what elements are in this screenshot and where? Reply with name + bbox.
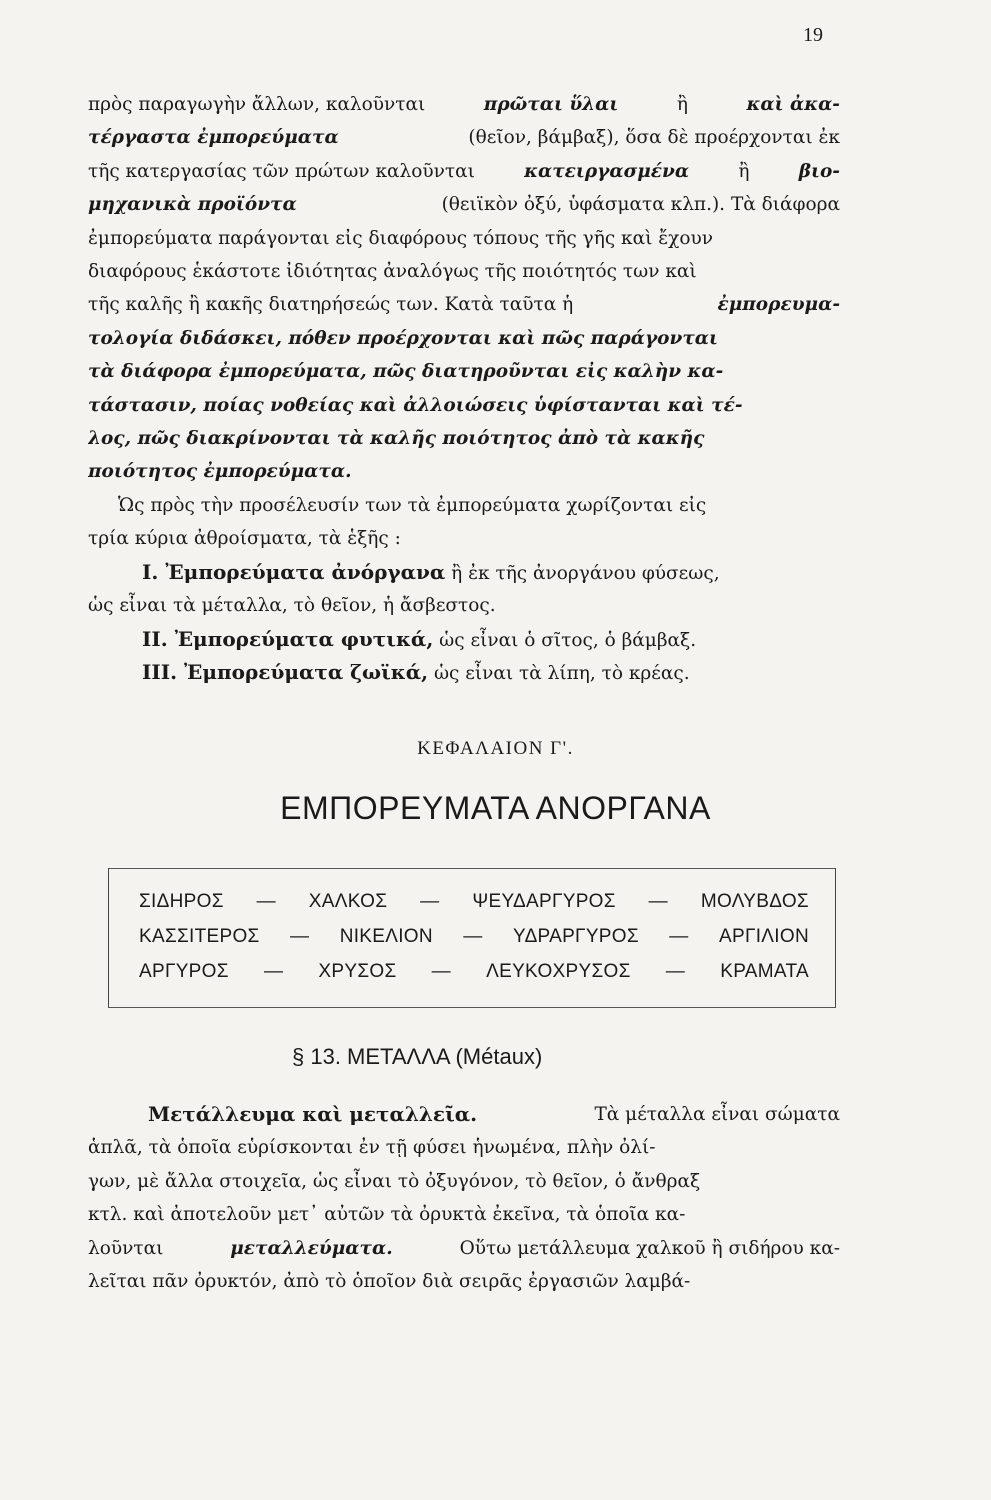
category-name: Ἐμπορεύματα φυτικά, (174, 626, 434, 651)
text-run: πρὸς παραγωγὴν ἄλλων, καλοῦνται (88, 94, 426, 115)
dash-separator: — (648, 891, 668, 912)
text-line (88, 489, 840, 522)
dash-separator: — (420, 891, 440, 912)
category-description: ὡς εἶναι τὰ λίπη, τὸ κρέας. (428, 663, 690, 685)
text-run: διαφόρους ἑκάστοτε ἰδιότητας ἀναλόγως τῆς ποιότητός των καὶ (88, 260, 697, 282)
text-line (88, 288, 840, 321)
text-line (88, 255, 840, 288)
text-line (88, 422, 840, 455)
metal-name: ΜΟΛΥΒΔΟΣ (700, 891, 809, 912)
category-item (88, 623, 840, 656)
category-numeral: III. (142, 660, 178, 685)
category-name: Ἐμπορεύματα ἀνόργανα (165, 560, 446, 584)
emphasis: βιο- (798, 160, 840, 182)
text-run: γων, μὲ ἄλλα στοιχεῖα, ὡς εἶναι τὸ ὀξυγόνον, τὸ θεῖον, ὁ ἄνθραξ (88, 1170, 701, 1192)
category-description: ὡς εἶναι ὁ σῖτος, ὁ βάμβαξ. (433, 629, 697, 651)
text-run: Ὡς πρὸς τὴν προσέλευσίν των τὰ ἐμπορεύματα χωρίζονται εἰς (118, 495, 707, 516)
paragraph-metals (88, 1098, 840, 1298)
metal-list-box (108, 868, 836, 1008)
text-line (88, 188, 840, 221)
emphasis: μηχανικὰ προϊόντα (88, 194, 297, 216)
text-line (88, 322, 840, 355)
text-line (88, 1165, 840, 1198)
chapter-label: ΚΕΦΑΛΑΙΟΝ Γ'. (417, 738, 574, 759)
text-line (88, 1232, 840, 1265)
emphasis: ἐμπορευμα- (717, 294, 840, 316)
text-run: ἁπλᾶ, τὰ ὁποῖα εὑρίσκονται ἐν τῇ φύσει ἡνωμένα, πλὴν ὀλί- (88, 1137, 656, 1159)
category-continuation (88, 589, 840, 622)
paragraph-lead-heading: Μετάλλευμα καὶ μεταλλεῖα. (148, 1102, 478, 1126)
metal-name: ΥΔΡΑΡΓΥΡΟΣ (513, 926, 639, 947)
text-line (88, 389, 840, 422)
metal-name: ΑΡΓΥΡΟΣ (139, 961, 229, 982)
metal-name: ΑΡΓΙΛΙΟΝ (719, 926, 809, 947)
page-number: 19 (803, 24, 823, 46)
text-run: ἐμπορεύματα παράγονται εἰς διαφόρους τόπους τῆς γῆς καὶ ἔχουν (88, 227, 714, 249)
text-line (88, 1265, 840, 1298)
metal-name: ΨΕΥΔΑΡΓΥΡΟΣ (472, 891, 616, 912)
emphasis: ποιότητος ἐμπορεύματα. (88, 461, 352, 483)
dash-separator: — (431, 961, 451, 982)
text-line (88, 121, 840, 154)
emphasis: μεταλλεύματα. (230, 1237, 393, 1259)
metal-name: ΧΡΥΣΟΣ (318, 961, 397, 982)
text-run: (θεῖον, βάμβαξ), ὅσα δὲ προέρχονται ἐκ (468, 127, 840, 149)
dash-separator: — (289, 926, 310, 947)
emphasis: καὶ ἀκα- (746, 94, 840, 115)
text-run: ὡς εἶναι τὰ μέταλλα, τὸ θεῖον, ἡ ἄσβεστος. (88, 595, 496, 617)
chapter-title: ΕΜΠΟΡΕΥΜΑΤΑ ΑΝΟΡΓΑΝΑ (280, 790, 711, 826)
category-numeral: II. (142, 626, 168, 651)
paragraph-classification (88, 489, 840, 556)
metal-name: ΚΡΑΜΑΤΑ (720, 961, 809, 982)
text-run: τῆς καλῆς ἢ κακῆς διατηρήσεώς των. Κατὰ ταῦτα ἡ (88, 294, 574, 316)
emphasis: λος, πῶς διακρίνονται τὰ καλῆς ποιότητος ἀπὸ τὰ κακῆς (88, 427, 705, 449)
text-run: λοῦνται (88, 1237, 164, 1259)
emphasis: τολογία διδάσκει, πόθεν προέρχονται καὶ πῶς παράγονται (88, 327, 718, 349)
metal-list-row (139, 891, 809, 913)
text-run: Οὕτω μετάλλευμα χαλκοῦ ἢ σιδήρου κα- (459, 1237, 840, 1259)
dash-separator: — (256, 891, 276, 912)
text-run: ἢ (738, 160, 750, 182)
text-line (88, 222, 840, 255)
paragraph-intro (88, 88, 840, 489)
text-run: τῆς κατεργασίας τῶν πρώτων καλοῦνται (88, 160, 475, 182)
metal-name: ΝΙΚΕΛΙΟΝ (339, 926, 433, 947)
emphasis: πρῶται ὕλαι (483, 94, 619, 115)
text-line (88, 355, 840, 388)
metal-name: ΛΕΥΚΟΧΡΥΣΟΣ (486, 961, 631, 982)
dash-separator: — (463, 926, 483, 947)
category-numeral: I. (142, 560, 159, 584)
dash-separator: — (665, 961, 686, 982)
text-line (88, 1131, 840, 1164)
metal-name: ΣΙΔΗΡΟΣ (139, 891, 224, 912)
text-run: λεῖται πᾶν ὀρυκτόν, ἀπὸ τὸ ὁποῖον διὰ σειρᾶς ἐργασιῶν λαμβά- (88, 1270, 691, 1292)
category-item (88, 556, 840, 589)
text-line (88, 88, 840, 121)
text-run: κτλ. καὶ ἀποτελοῦν μετ᾽ αὐτῶν τὰ ὀρυκτὰ ἐκεῖνα, τὰ ὁποῖα κα- (88, 1204, 686, 1226)
category-description: ἢ ἐκ τῆς ἀνοργάνου φύσεως, (445, 563, 720, 584)
category-list (88, 556, 840, 690)
dash-separator: — (669, 926, 689, 947)
metal-name: ΧΑΛΚΟΣ (308, 891, 388, 912)
emphasis: τὰ διάφορα ἐμπορεύματα, πῶς διατηροῦνται εἰς καλὴν κα- (88, 361, 724, 383)
dash-separator: — (263, 961, 284, 982)
text-run: (θειϊκὸν ὀξύ, ὑφάσματα κλπ.). Τὰ διάφορα (441, 194, 840, 216)
metal-list-row (139, 926, 809, 948)
emphasis: τάστασιν, ποίας νοθείας καὶ ἀλλοιώσεις ὑφίστανται καὶ τέ- (88, 394, 743, 416)
text-line (88, 1098, 840, 1131)
metal-list-row (139, 961, 809, 983)
emphasis: τέργαστα ἐμπορεύματα (88, 127, 339, 149)
text-line (88, 522, 840, 555)
text-line (88, 155, 840, 188)
text-run: Τὰ μέταλλα εἶναι σώματα (594, 1104, 840, 1125)
text-line (88, 455, 840, 488)
text-run: τρία κύρια ἀθροίσματα, τὰ ἑξῆς : (88, 528, 401, 550)
emphasis: κατειργασμένα (524, 160, 690, 182)
metal-name: ΚΑΣΣΙΤΕΡΟΣ (139, 926, 260, 947)
category-item (88, 656, 840, 689)
category-name: Ἐμπορεύματα ζωϊκά, (184, 660, 429, 685)
text-line (88, 1198, 840, 1231)
section-heading: § 13. ΜΕΤΑΛΛΑ (Métaux) (292, 1044, 543, 1069)
text-run: ἢ (676, 94, 688, 115)
